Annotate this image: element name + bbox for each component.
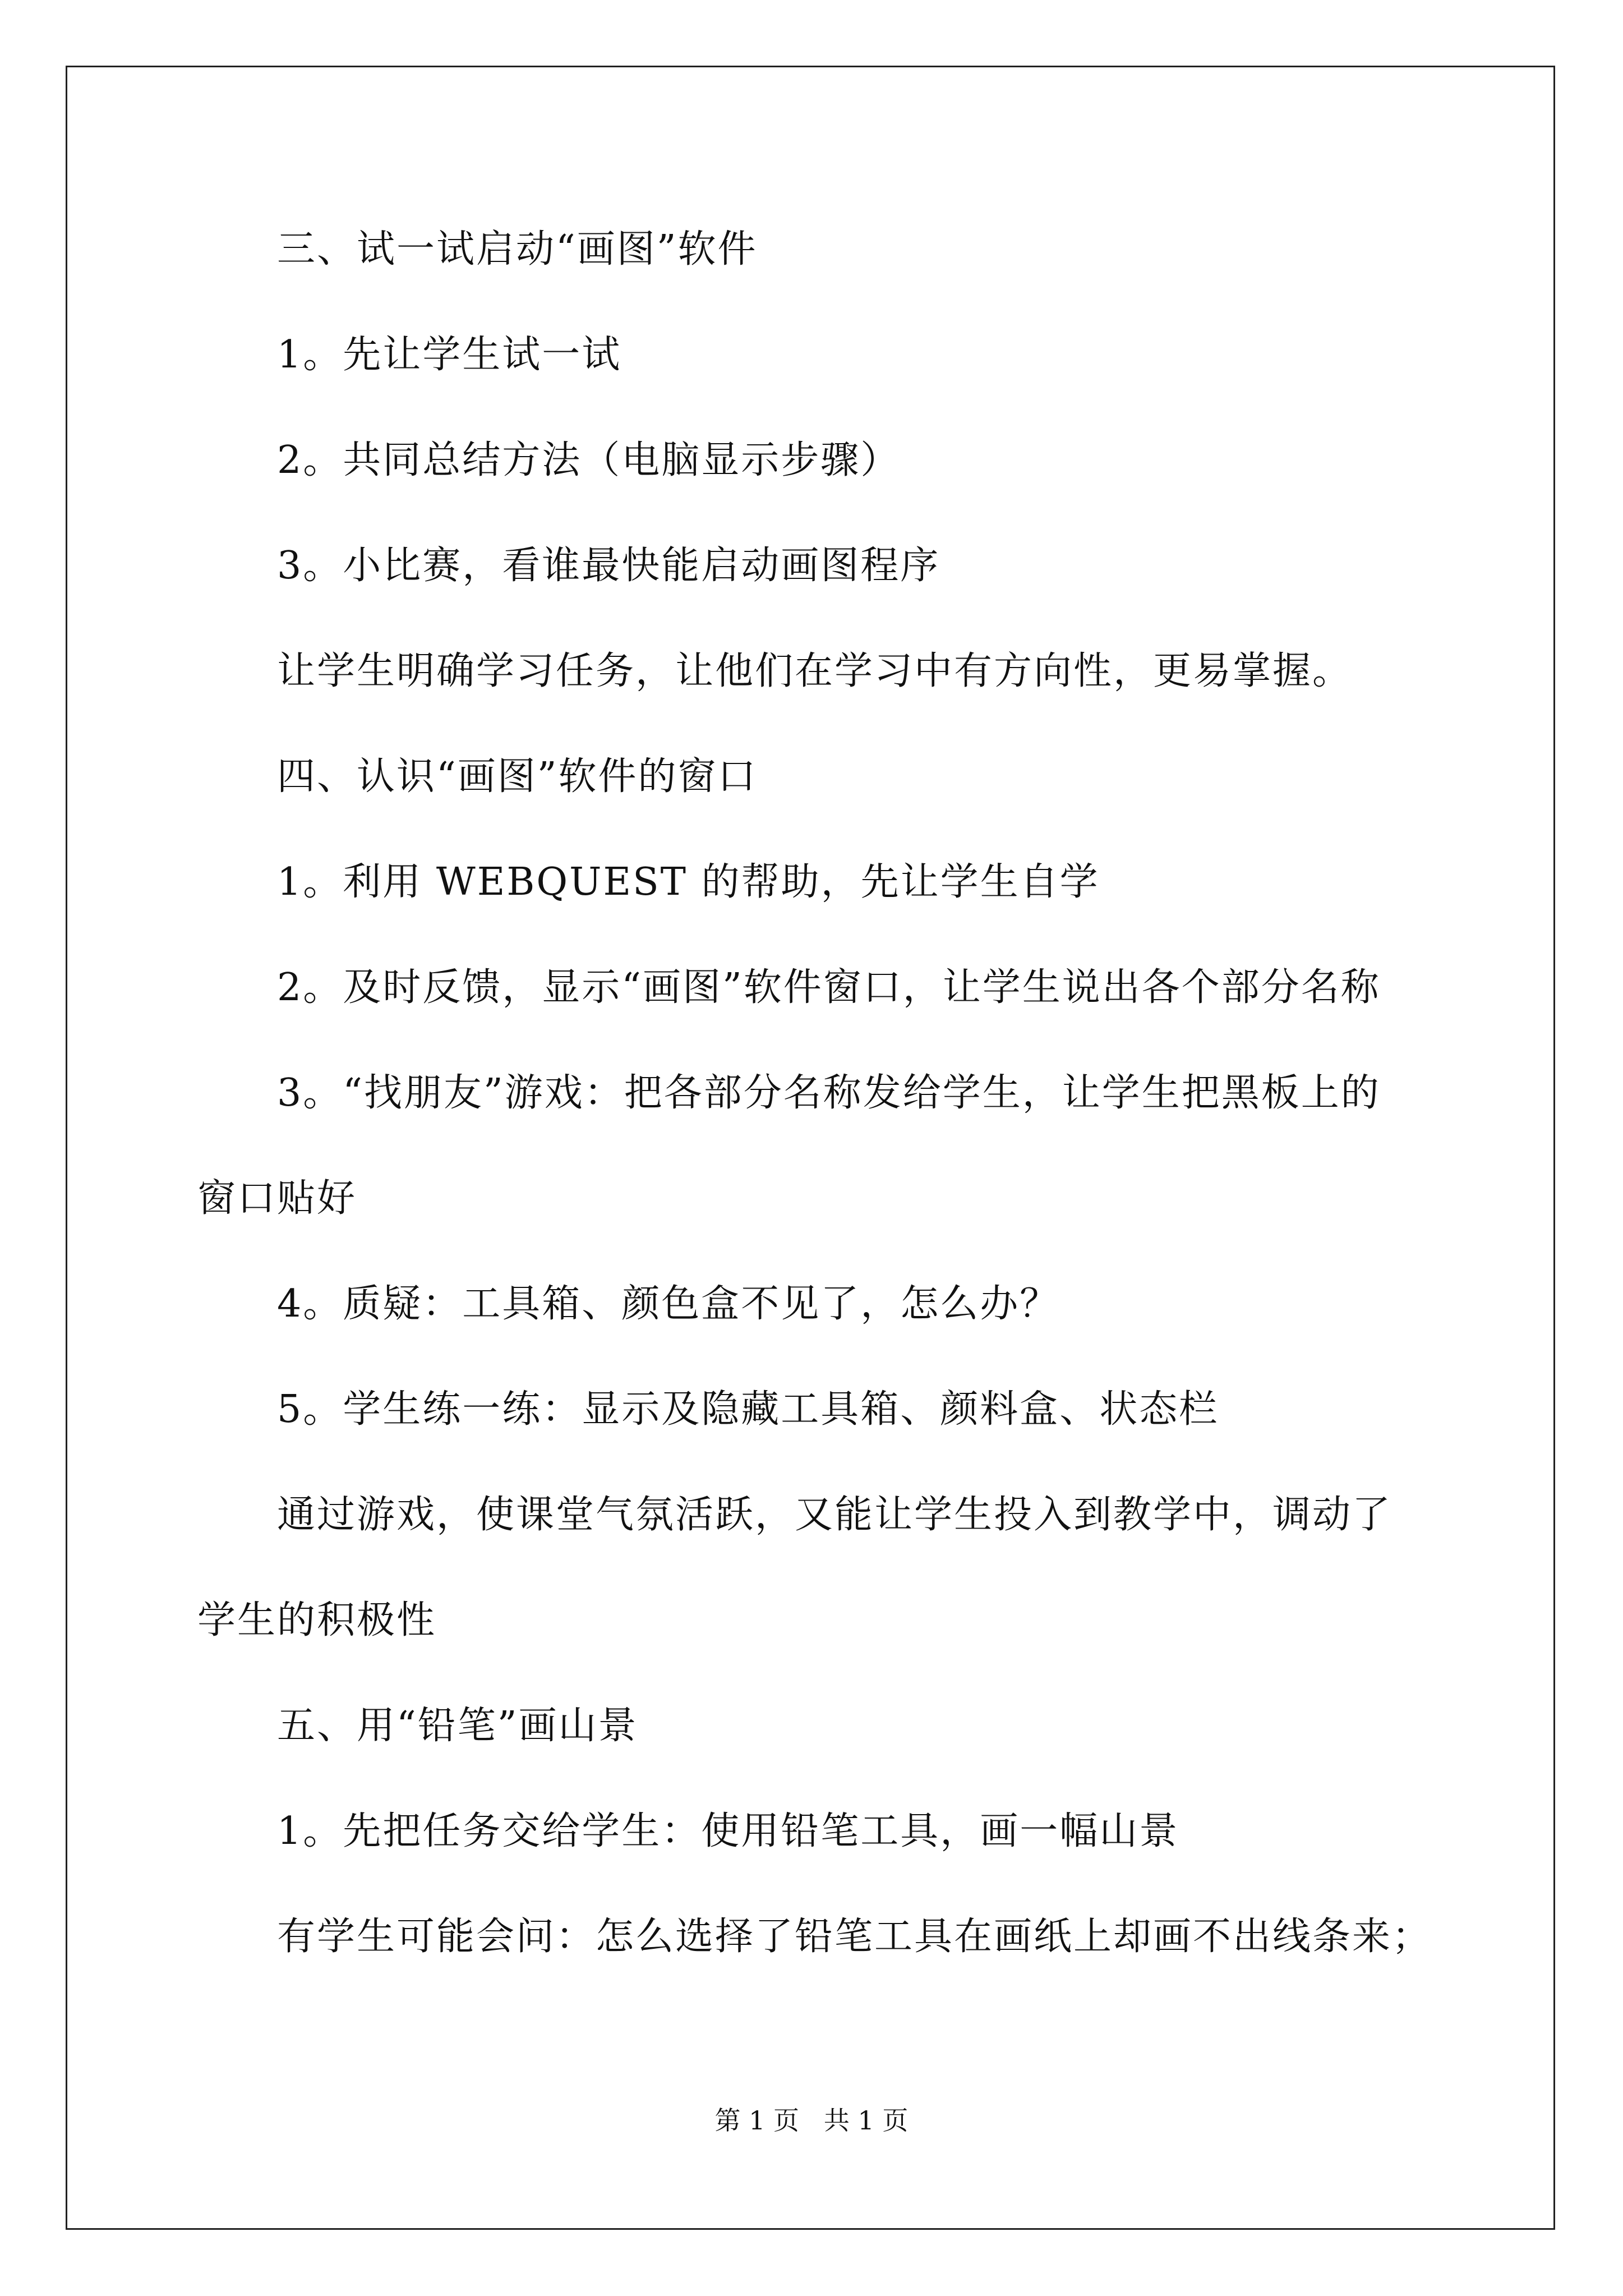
list-item: 2。共同总结方法（电脑显示步骤）: [277, 438, 901, 482]
list-item: 3。小比赛，看谁最快能启动画图程序: [277, 544, 940, 588]
paragraph: 通过游戏，使课堂气氛活跃，又能让学生投入到教学中，调动了: [277, 1493, 1393, 1537]
list-item: 1。先让学生试一试: [277, 333, 622, 377]
section-heading-5: 五、用“铅笔”画山景: [277, 1704, 638, 1748]
section-heading-3: 三、试一试启动“画图”软件: [277, 227, 758, 272]
page-footer: 第 1 页 共 1 页: [714, 2105, 909, 2136]
paragraph-continuation: 学生的积极性: [197, 1598, 437, 1642]
list-item: 4。质疑：工具箱、颜色盒不见了，怎么办？: [277, 1282, 1060, 1326]
list-item: 1。利用 WEBQUEST 的帮助，先让学生自学: [277, 860, 1100, 904]
paragraph: 让学生明确学习任务，让他们在学习中有方向性，更易掌握。: [277, 649, 1353, 693]
list-item: 2。及时反馈，显示“画图”软件窗口，让学生说出各个部分名称: [277, 965, 1381, 1010]
list-item-continuation: 窗口贴好: [197, 1176, 357, 1221]
paragraph: 有学生可能会问：怎么选择了铅笔工具在画纸上却画不出线条来；: [277, 1915, 1432, 1959]
list-item: 3。“找朋友”游戏：把各部分名称发给学生，让学生把黑板上的: [277, 1071, 1381, 1115]
list-item: 5。学生练一练：显示及隐藏工具箱、颜料盒、状态栏: [277, 1387, 1219, 1432]
list-item: 1。先把任务交给学生：使用铅笔工具，画一幅山景: [277, 1809, 1179, 1853]
section-heading-4: 四、认识“画图”软件的窗口: [277, 754, 758, 799]
page-border: [66, 66, 1555, 2230]
